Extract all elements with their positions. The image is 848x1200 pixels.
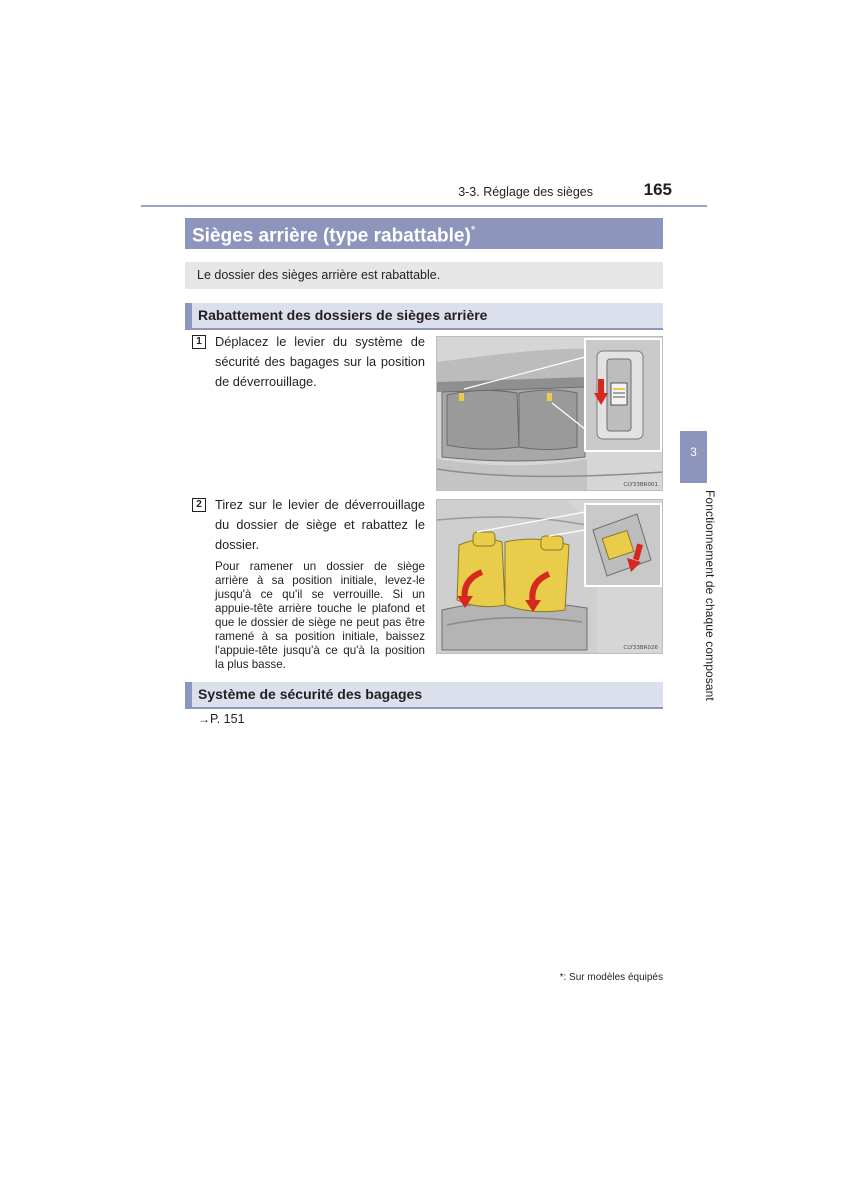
section-heading-rule-2 [185, 707, 663, 709]
section-heading-folding [185, 303, 663, 328]
seat-fold-illustration [437, 500, 663, 654]
section-heading-folding-text: Rabattement des dossiers de sièges arrière [198, 307, 488, 323]
section-heading-rule [185, 328, 663, 330]
step-2-note: Pour ramener un dossier de siège arrière à sa position initiale, levez-le jusqu'à ce qu'il se verrouille. Si un appuie-tête arrière touche le plafond et que le dossier de siège ne peut pas être ramené à sa position initiale, baissez l'appuie-tête jusqu'à ce qu'à la position la plus basse. [215, 560, 425, 671]
page-title [192, 223, 475, 247]
footnote: *: Sur modèles équipés [559, 972, 663, 983]
header-rule [141, 205, 707, 207]
step-number-2: 2 [192, 498, 206, 512]
intro-box [185, 262, 663, 289]
right-arrow-icon: → [198, 712, 210, 726]
chapter-label: Fonctionnement de chaque composant [703, 490, 717, 701]
section-heading-security [185, 682, 663, 707]
figure-trunk-lever [436, 336, 663, 491]
section-heading-security-text: Système de sécurité des bagages [198, 686, 423, 702]
page-title-text: Sièges arrière (type rabattable) [192, 225, 471, 247]
title-asterisk: * [470, 223, 476, 237]
page-reference-text: P. 151 [210, 712, 245, 726]
running-header-section: 3-3. Réglage des sièges [458, 185, 593, 199]
page-title-bar [185, 218, 663, 249]
step-1-text: Déplacez le levier du système de sécurité des bagages sur la position de déverrouillage. [215, 334, 425, 389]
chapter-number: 3 [690, 445, 697, 459]
figure-code-1: CLY33BR001 [623, 482, 658, 488]
step-number-1: 1 [192, 335, 206, 349]
page-number: 165 [643, 180, 672, 199]
trunk-illustration [437, 337, 663, 491]
chapter-tab [680, 431, 707, 483]
page-reference[interactable] [198, 712, 245, 726]
step-2-text: Tirez sur le levier de déverrouillage du dossier de siège et rabattez le dossier. [215, 497, 425, 552]
intro-text: Le dossier des sièges arrière est rabattable. [197, 268, 441, 282]
figure-code-2: CLY33BR026 [623, 645, 658, 651]
figure-seat-folding [436, 499, 663, 654]
